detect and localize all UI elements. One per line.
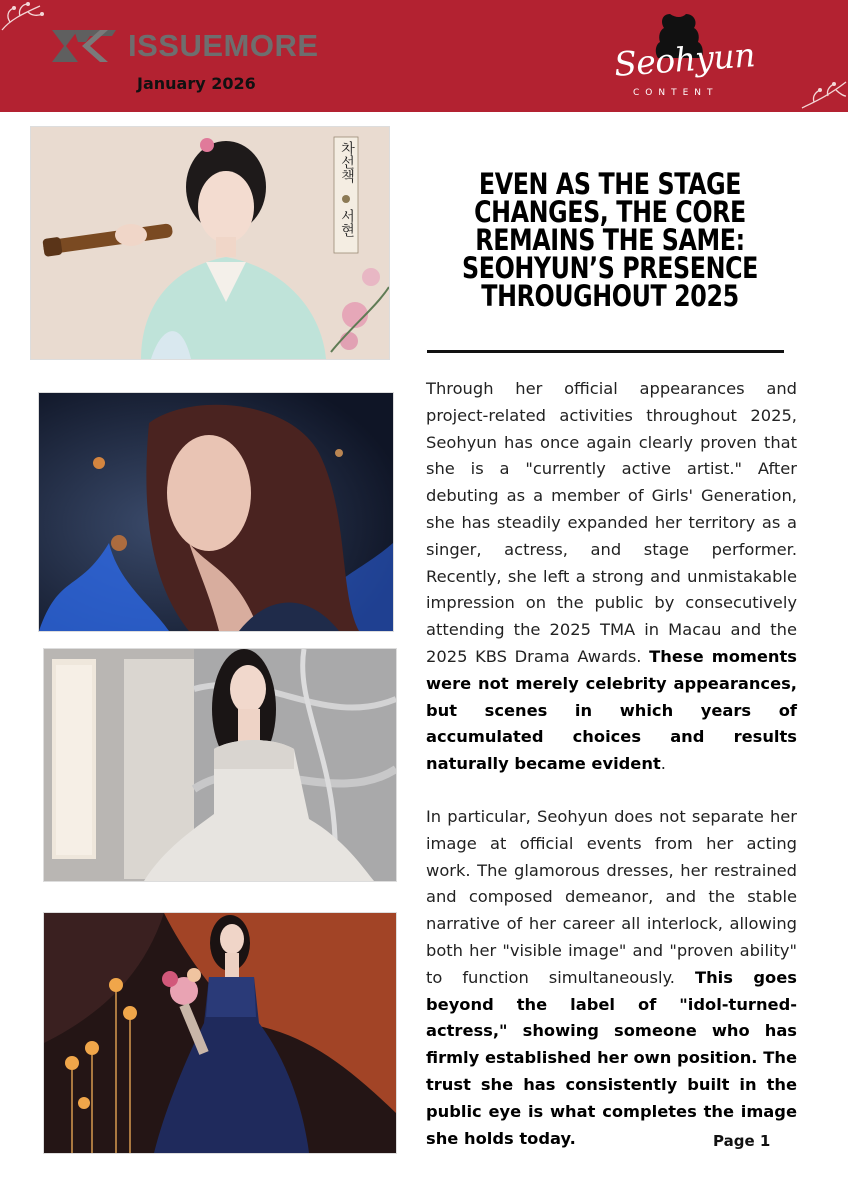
floral-corner-right-icon [800,78,848,112]
paragraph-1-emphasis: These moments were not merely celebrity appearances, but scenes in which years of accumulated choices and results naturally became evident [426,646,797,774]
paragraph-1-end: . [660,754,666,774]
header-bar [0,0,848,112]
paragraph-2-text: In particular, Seohyun does not separate her image at official events from her acting work. The glamorous dresses, her restrained and composed demeanor, and the stable narrative of her career all interlock, allowing both her "visible image" and "proven ability" to function simultaneously. [426,806,797,987]
poster-caption-korean: 차선책 [339,141,355,183]
signature-script: Seohyun [612,35,757,84]
issue-date: January 2026 [137,74,256,93]
page-number: Page 1 [713,1132,771,1150]
paragraph-1-text: Through her official appearances and project-related activities throughout 2025, Seohyun has once again clearly proven that she is a "currently active artist." After debuting as a member of Girls' Generation, she has steadily expanded her territory as a singer, actress, and stage performer. Recently, she left a strong and unmistakable impression on the public by consecutively attending the 2025 TMA in Macau and the 2025 KBS Drama Awards. [426,379,797,666]
article-headline: EVEN AS THE STAGE CHANGES, THE CORE REMAINS THE SAME: SEOHYUN’S PRESENCE THROUGHOUT 2025 [462,167,758,313]
signature-subtitle: CONTENT [633,88,719,98]
article-body [426,376,797,1178]
poster-caption-dot-icon [342,195,350,203]
photo-dark-portrait [38,392,394,632]
floral-corner-left-icon [0,0,48,40]
brand-name: ISSUEMORE [128,28,319,63]
article-paragraph-1 [426,376,797,778]
paragraph-2-emphasis: This goes beyond the label of "idol-turned-actress," showing someone who has firmly established her own position. The trust she has consistently built in the public eye is what completes the image she holds today. [426,967,797,1148]
photo-blue-gown-awards [43,912,397,1154]
issuemore-logo-icon [52,30,116,62]
headline-divider [427,350,784,353]
photo-hanbok-poster [30,126,390,360]
poster-caption-name: 서현 [339,209,355,237]
article-paragraph-2 [426,804,797,1152]
photo-white-gown [43,648,397,882]
